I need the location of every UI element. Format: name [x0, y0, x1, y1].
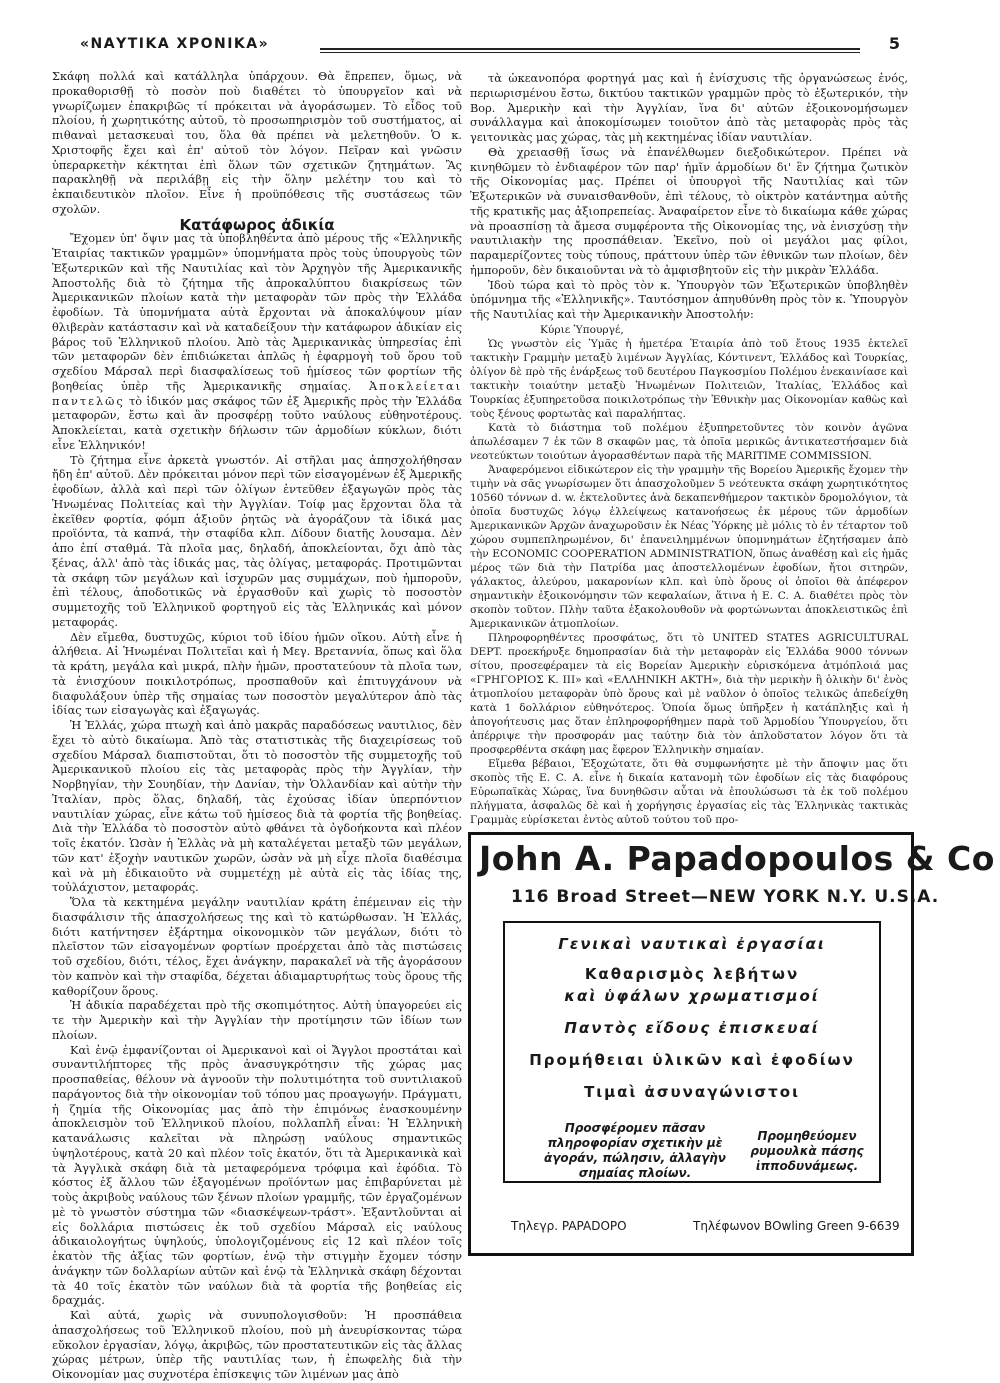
- memorandum-letter: [470, 323, 908, 827]
- ad-company-name: John A. Papadopoulos & Co: [479, 839, 995, 878]
- ad-phone: Τηλέφωνον BOwling Green 9-6639: [693, 1219, 900, 1233]
- page-number: 5: [888, 34, 900, 53]
- ad-service-line: Τιμαὶ ἀσυναγώνιστοι: [584, 1083, 800, 1101]
- advertisement: [468, 832, 995, 1256]
- article-paragraph: Ὅλα τὰ κεκτημένα μεγάλην ναυτιλίαν κράτη ἐπέμειναν εἰς τὴν διασφάλισιν τῆς ἀπασχολήσεως της καὶ τὸ κατώρθωσαν. Ἡ Ἑλλάς, διότι κατήντησεν ἐξάρτημα οἰκονομικὸν τῶν μεγάλων, διότι τὸ πλεῖστον τῶν εἰσαγομένων φορτίων προέρχεται ἀπὸ τὰς πιστώσεις τοῦ σχεδίου, διότι, τέλος, ἔχει ἀνάγκην, παρακαλεῖ νὰ τῆς ἀγοράσουν τὸν καπνὸν καὶ τὴν σταφίδα, δέχεται ἀδιαμαρτυρήτως τοὺς ὅρους τῆς καθορίζουν ὅρους.: [52, 896, 462, 998]
- publication-title: «ΝΑΥΤΙΚΑ ΧΡΟΝΙΚΑ»: [80, 36, 270, 52]
- letter-paragraph: Εἴμεθα βέβαιοι, Ἐξοχώτατε, ὅτι θὰ συμφωνήσητε μὲ τὴν ἄποψιν μας ὅτι σκοπὸς τῆς E. C. A. εἶνε ἡ δικαία κατανομὴ τῶν ἐφοδίων εἰς τὰς διαφόρους Εὐρωπαϊκὰς Χώρας, ἵνα δυνηθῶσιν αὗται νὰ ἐπουλώσωσι τὰ ἐκ τοῦ πολέμου πλήγματα, ἀσφαλῶς δὲ καὶ ἡ χορήγησις ἐργασίας εἰς τὰς Ἑλληνικὰς τακτικὰς Γραμμὰς εὑρίσκεται ἐντὸς αὐτοῦ τούτου τοῦ προ-: [470, 757, 908, 826]
- page-header: [80, 34, 900, 62]
- article-text: Ἔχομεν ὑπ' ὄψιν μας τὰ ὑποβληθέντα ἀπὸ μέρους τῆς «Ἑλληνικῆς Ἑταιρίας τακτικῶν γραμμῶν» ὑπομνήματα πρὸς τοὺς ὑπουργοὺς τῶν Ἐξωτερικῶν καὶ τῆς Ναυτιλίας καὶ τὸν Ἀρχηγὸν τῆς Ἀμερικανικῆς Ἀποστολῆς διὰ τὸ ζήτημα τῆς ἀπροκαλύπτου διακρίσεως τῶν Ἀμερικανικῶν πλοίων κατὰ τὴν μεταφορὰν τῶν πρὸς τὴν Ἑλλάδα ἐφοδίων. Τὰ ὑπομνήματα αὐτὰ ἔρχονται νὰ ἀποκαλύψουν μίαν θλιβερὰν κατάστασιν καὶ νὰ καταδείξουν τὴν κατάφωρον ἀδικίαν εἰς βάρος τοῦ Ἑλληνικοῦ πλοίου. Ἀπὸ τὰς Ἀμερικανικὰς ὑπηρεσίας ἐπὶ τῶν μεταφορῶν δὲν ἐπιδιώκεται ἁπλῶς ἡ ἐφαρμογὴ τοῦ ὅρου τοῦ σχεδίου Μάρσαλ περὶ διασφαλίσεως τοῦ ἡμίσεος τῶν φορτίων τῆς βοηθείας ὑπὲρ τῆς Ἀμερικανικῆς σημαίας.: [52, 232, 462, 393]
- article-paragraph: Ἡ Ἑλλάς, χώρα πτωχὴ καὶ ἀπὸ μακρᾶς παραδόσεως ναυτιλιος, δὲν ἔχει τὸ αὐτὸ δικαίωμα. Ἀπὸ τὰς στατιστικὰς τῆς διαχειρίσεως τοῦ σχεδίου Μάρσαλ διαπιστοῦται, ὅτι τὸ ποσοστὸν τῆς συμμετοχῆς τοῦ Ἀμερικανικοῦ πλοίου εἰς τὰς μεταφορὰς πρὸς τὴν Ἀγγλίαν, τὴν Νορβηγίαν, τὴν Σουηδίαν, τὴν Δανίαν, τὴν Ὁλλανδίαν καὶ αὐτὴν τὴν Ἰταλίαν, πρὸς ὅλας, δηλαδή, τὰς ἐχούσας ἰδίαν ὑπερπόντιον ναυτιλίαν χώρας, εἶνε κάτω τοῦ ἡμίσεος διὰ τὰ φορτία τῆς βοηθείας. Διὰ τὴν Ἑλλάδα τὸ ποσοστὸν αὐτὸ φθάνει τὰ ὀγδοήκοντα καὶ πλέον τοῖς ἑκατόν. Ὡσὰν ἡ Ἑλλὰς νὰ μὴ καταλέγεται μεταξὺ τῶν μεγάλων, τῶν κατ' ἐξοχὴν ναυτικῶν χωρῶν, ὡσὰν νὰ μὴ εἶχε πλοῖα διαθέσιμα καὶ νὰ μὴ ἐδικαιοῦτο νὰ συμμετέχῃ μὲ αὐτὰ εἰς τὰς ἰδίας της, τοὐλάχιστον, μεταφοράς.: [52, 719, 462, 895]
- article-paragraph: Καὶ αὐτά, χωρὶς νὰ συνυπολογισθοῦν: Ἡ προσπάθεια ἀπασχολήσεως τοῦ Ἑλληνικοῦ πλοίου, ποὺ μὴ ἀνευρίσκονтας τώρα εὔκολον ἐργασίαν, λόγῳ, ἀκριβῶς, τῶν προστατευτικῶν εἰς τὰς ἄλλας χώρας μέτρων, ὑπὲρ τῆς ναυτιλίας των, ἡ ἐπωφελὴς διὰ τὴν Οἰκονομίαν μας συχνοτέρα ἐπίσκεψις τῶν λιμένων μας ἀπὸ: [52, 1309, 462, 1381]
- ad-supply-text: Προμηθεύομεν ρυμουλκὰ πάσης ἱπποδυνάμεως.: [750, 1129, 864, 1173]
- intro-paragraph: Σκάφη πολλά καὶ κατάλληλα ὑπάρχουν. Θὰ ἔπρεπεν, ὅμως, νὰ προκαθορισθῇ τὸ ποσὸν ποὺ διαθέτει τὸ ὑπουργεῖον καὶ νὰ γνωρίζωμεν ἐπακριβῶς τί πρόκειται νὰ ἀγοράσωμεν. Τὸ εἶδος τοῦ πλοίου, ἡ χωρητικότης αὐτοῦ, τὸ προσωπηρισμὸν τοῦ συστήματος, αἱ πιθαναὶ μετασκευαὶ του, ὅλα θὰ πρέπει νὰ μελετηθοῦν. Ὁ κ. Χριστοφῆς ἔχει καὶ ἐπ' αὐτοῦ τὸν λόγον. Πεῖραν καὶ γνῶσιν ὑπεραρκετὴν κέκτηται ἐπὶ ὅλων τῶν σχετικῶν ζητημάτων. Ἂς παρακληθῇ νὰ περιλάβῃ εἰς τὴν ὅλην μελέτην του καὶ τὸ ἐκπαιδευτικὸν πλοῖον. Εἶνε ἡ προϋπόθεσις τῆς συστάσεως τῶν σχολῶν.: [52, 70, 462, 216]
- article-paragraph: Θὰ χρειασθῇ ἴσως νὰ ἐπανέλθωμεν διεξοδικώτερον. Πρέπει νὰ κινηθῶμεν τὸ ἐνδιαφέρον τῶν παρ' ἡμῖν ἁρμοδίων δι' ἓν ζήτημα ζωτικὸν τῆς Οἰκονομίας μας. Πρέπει οἱ ὑπουργοὶ τῆς Ναυτιλίας καὶ τῶν Ἐξωτερικῶν νὰ συναισθανθοῦν, ἐπὶ τέλους, τὸ οἰκτρὸν κατάντημα αὐτῆς τῆς κρατικῆς μας ἀξιοπρεπείας. Ἀναφαίρετον εἶνε τὸ δικαίωμα κάθε χώρας νὰ προασπίσῃ τὰ ἄμεσα συμφέροντα τῆς Οἰκονομίας της, νὰ ἐνισχύσῃ τὴν ναυτιλιακὴν της προσπάθειαν. Ἐκεῖνο, ποὺ οἱ μεγάλοι μας φίλοι, παραμερίζοντες τοὺς τύπους, πράττουν ὑπὲρ τῶν ἐθνικῶν των πλοίων, δὲν ἠμποροῦν, δὲν δικαιοῦνται νὰ τὸ ἀμφισβητοῦν εἰς τὴν μικρὰν Ἑλλάδα.: [470, 145, 908, 277]
- header-rule: [320, 48, 860, 53]
- right-column: [470, 72, 908, 827]
- article-paragraph: Ἰδοὺ τώρα καὶ τὸ πρὸς τὸν κ. Ὑπουργὸν τῶν Ἐξωτερικῶν ὑποβληθὲν ὑπόμνημα τῆς «Ἑλληνικῆς». Ταυτόσημον ἀπηυθύνθη πρὸς τὸν κ. Ὑπουργὸν τῆς Ναυτιλίας καὶ τὴν Ἀμερικανικὴν Ἀποστολήν:: [470, 278, 908, 321]
- ad-service-line: Προμήθειαι ὑλικῶν καὶ ἐφοδίων: [529, 1051, 855, 1069]
- ad-telegram: Τηλεγρ. PAPADOPO: [511, 1219, 627, 1233]
- article-paragraph: [52, 232, 462, 453]
- ad-service-line: Παντὸς εἴδους ἐπισκευαί: [564, 1019, 820, 1037]
- emphasis-text: Ἀποκλείεται παντελῶς: [52, 379, 463, 408]
- article-paragraph: Καὶ ἐνῷ ἐμφανίζονται οἱ Ἀμερικανοὶ καὶ οἱ Ἄγγλοι προστάται καὶ συναντιλήπτορες τῆς πρὸς ἀνασυγκρότησιν τῆς χώρας μας προσπαθείας, θέλουν νὰ ἀγνοοῦν τὴν πολυτιμότητα τοῦ συντιλιακοῦ παράγοντος διὰ τὴν οἰκονομίαν τοῦ τόπου μας προαγωγήν. Πράγματι, ἡ ζημία τῆς Οἰκονομίας μας ἀπὸ τὴν ἐπιμόνως ἐνασκουμένην ἀποκλεισμὸν τοῦ Ἑλληνικοῦ πλοίου, πολλαπλῆ εἶναι: Ἡ Ἑλληνικὴ κατανάλωσις καλεῖται νὰ πληρώσῃ ναύλους σημαντικῶς ὑψηλοτέρους, κατὰ 20 καὶ πλέον τοῖς ἑκατόν, ὅτι τὰ Ἀμερικανικὰ καὶ τὰ Ἀγγλικὰ σκάφη διὰ τὰ μεταφερόμενα τρόφιμα καὶ ἐφόδια. Τὸ κόστος ἐξ ἄλλου τῶν ἐξαγομένων προϊόντων μας ἐπιβαρύνεται μὲ τοὺς ἀκριβοὺς ναύλους τῶν ξένων πλοίων γραμμῆς, τῶν ἐργαζομένων μὲ τὸ γνωστὸν σύστημα τῶν «διασκέψεων-τράστ». Ἐξαντλοῦνται αἱ εἰς δολλάρια πιστώσεις ἐκ τοῦ σχεδίου Μάρσαλ εἰς ναύλους ἀδικαιολογήτως ὑψηλούς, ὑπολογιζομένους εἰς 12 καὶ πλέον τοῖς ἑκατὸν τῆς ἀξίας τῶν φορτίων, ἐνῷ τὴν στιγμὴν ἔχομεν τόσην ἀνάγκην τῶν δολλαρίων αὐτῶν καὶ ἐνῷ τὰ Ἑλληνικὰ σκάφη δέχονται τὰ 40 τοῖς ἑκατὸν τῶν ναύλων διὰ τὰ φορτία τῆς βοηθείας εἰς δραχμάς.: [52, 1043, 462, 1308]
- left-column: [52, 70, 462, 1383]
- letter-paragraph: Πληροφορηθέντες προσφάτως, ὅτι τὸ UNITED STATES AGRICULTURAL DEPT. προεκήρυξε δημοπρασίαν διὰ τὴν μεταφορὰν εἰς Ἑλλάδα 9000 τόννων σίτου, προσεφέραμεν τὰ εἰς Βορείαν Ἀμερικὴν εὑρισκόμενα ἀτμόπλοιά μας «ΓΡΗΓΟΡΙΟΣ Κ. ΙΙΙ» καὶ «ΕΛΛΗΝΙΚΗ ΑΚΤΗ», διὰ τὴν μερικὴν ἢ ὁλικὴν δι' ἑνὸς ἀτμοπλοίου μεταφορὰν ὑπὸ ὅρους καὶ μὲ ναῦλον ὁ ὁποῖος τελικῶς ἀπεδείχθη κατὰ 1 δολλάριον εὐθηνότερος. Ὁποία ὅμως ὑπῆρξεν ἡ κατάπληξις καὶ ἡ ἀπογοήτευσις μας ὅταν ἐπληροφορήθημεν παρὰ τοῦ Ἁρμοδίου Ὑπουργείου, ὅτι ἀπέρριψε τὴν προσφοράν μας ταύτην διὰ τὸν ἁπλοῦστατον λόγον ὅτι τὰ προσφερθέντα σκάφη μας ἔφερον Ἑλληνικὴν σημαίαν.: [470, 631, 908, 756]
- ad-services-box: [503, 921, 881, 1183]
- article-paragraph: Τὸ ζήτημα εἶνε ἀρκετὰ γνωστόν. Αἱ στῆλαι μας ἀπησχολήθησαν ἤδη ἐπ' αὐτοῦ. Δὲν πρόκειται μόνον περὶ τῶν εἰσαγομένων ἐξ Ἀμερικῆς ἐφοδίων, ἀλλὰ καὶ περὶ τῶν ὀλίγων ἐντεῦθεν ἐξαγωγῶν πρὸς τὰς Ἡνωμένας Πολιτείας καὶ τὴν Ἀγγλίαν. Τοίφ μας ἔρχονται ὅλα τὰ ἐκεῖθεν φορτία, φόμπ ἀξιοῦν ῥητῶς νὰ ἀγοράζουν τὰ ἰδικά μας προϊόντα, τὰ καπνά, τὴν σταφίδα κλπ. Δίδουν διατῆς λουσαμα. Δὲν ἀπο ἐπί σταθμά. Τὰ πλοῖα μας, δηλαδή, ἀποκλείονται, ὄχι ἀπὸ τὰς ξένας, ἀλλ' ἀπὸ τὰς ἰδικάς μας, τὰς ὀλίγας, μεταφοράς. Προτιμῶνται τὰ σκάφη τῶν μεγάλων καὶ ἰσχυρῶν μας συμμάχων, ποὺ ἠμποροῦν, ἐπὶ τέλους, ἀποδοτικῶς νὰ ἐργασθοῦν καὶ χωρὶς τὸ ποσοστὸν συμμετοχῆς τοῦ Ἑλληνικοῦ φορτηγοῦ εἰς τὰς Ἑλληνικάς καὶ μόνον μεταφοράς.: [52, 453, 462, 629]
- article-paragraph: τὰ ὠκεανοπόρα φορτηγά μας καὶ ἡ ἐνίσχυσις τῆς ὀργανώσεως ἐνός, περιωρισμένου ἔστω, δικτύου τακτικῶν γραμμῶν πρὸς τὸ ἐξωτερικόν, τὴν Βορ. Ἀμερικὴν καὶ τὴν Ἀγγλίαν, ἵνα δι' αὐτῶν ἐξοικονομήσωμεν συνάλλαγμα καὶ ἀποκομίσωμεν τοιοῦτον ἀπὸ τὰς μεταφορὰς πρὸς τὰς γειτονικὰς μας χώρας, τὰς μὴ κεκτημένας ἰδίαν ναυτιλίαν.: [470, 72, 908, 144]
- article-text: τὸ ἰδικόν μας σκάφος τῶν ἐξ Ἀμερικῆς πρὸς τὴν Ἑλλάδα μεταφορῶν, ἔστω καὶ ἂν προσφέρῃ τοῦτο ναύλους εὐθηνοτέρους. Ἀποκλείεται, κατὰ σχετικὴν δήλωσιν τῶν ἁρμοδίων κύκλων, διότι εἶνε Ἑλληνικόν!: [52, 394, 462, 452]
- ad-offer-text: Προσφέρομεν πᾶσαν πληροφορίαν σχετικὴν μὲ ἀγοράν, πώλησιν, ἀλλαγὴν σημαίας πλοίων.: [544, 1121, 726, 1180]
- ad-service-line: Γενικαὶ ναυτικαὶ ἐργασίαι: [558, 935, 826, 953]
- letter-paragraph: Κατὰ τὸ διάστημα τοῦ πολέμου ἐξυπηρετοῦντες τὸν κοινὸν ἀγῶνα ἀπωλέσαμεν 7 ἐκ τῶν 8 σκαφῶν μας, τὰ ὁποῖα μερικῶς ἀντικατεστήσαμεν διὰ νεοτεύκτων τοιούτων ἀγορασθέντων παρὰ τῆς MARITIME COMMISSION.: [470, 421, 908, 462]
- article-paragraph: Δὲν εἴμεθα, δυστυχῶς, κύριοι τοῦ ἰδίου ἡμῶν οἴκου. Αὐτὴ εἶνε ἡ ἀλήθεια. Αἱ Ἡνωμέναι Πολιτεῖαι καὶ ἡ Μεγ. Βρεταννία, ὅπως καὶ ὅλα τὰ κράτη, μεγάλα καὶ μικρά, πλὴν ἡμῶν, προστατεύουν τὰ πλοῖα των, τὰ ἐνισχύουν ποικιλοτρόπως, προσπαθοῦν καὶ ἐπιτυγχάνουν νὰ διαφυλάξουν ὑπὲρ τῆς σημαίας των ποσοστὸν μεγαλύτερον ἀπὸ τὰς ἰδίας των εἰσαγωγὰς καὶ ἐξαγωγάς.: [52, 630, 462, 718]
- article-heading: Κατάφωρος ἀδικία: [179, 215, 335, 234]
- ad-address: 116 Broad Street—NEW YORK N.Y. U.S.A.: [511, 887, 940, 907]
- article-paragraph: Ἡ ἀδικία παραδέχεται πρὸ τῆς σκοπιμότητος. Αὐτὴ ὑπαγορεύει εἰς τε τὴν Ἀμερικὴν καὶ τὴν Ἀγγλίαν τὴν προτίμησιν τῶν ἰδίων των πλοίων.: [52, 999, 462, 1042]
- letter-paragraph: Ὡς γνωστὸν εἰς Ὑμᾶς ἡ ἡμετέρα Ἑταιρία ἀπὸ τοῦ ἔτους 1935 ἐκτελεῖ τακτικὴν Γραμμὴν μεταξὺ λιμένων Ἀγγλίας, Κόντινεντ, Ἑλλάδος καὶ Τουρκίας, ὀλίγον δὲ πρὸ τῆς ἐνάρξεως τοῦ δευτέρου Παγκοσμίου Πολέμου ἐνεκαινίασε καὶ τακτικὴν τοιαύτην μεταξὺ Ἡνωμένων Πολιτειῶν, Ἰταλίας, Ἑλλάδος καὶ Τουρκίας ἐξυπηρετοῦσα ποικιλοτρόπως τὴν Ἐθνικὴν μας Οἰκονομίαν καθὼς καὶ τοὺς ξένους φορτωτὰς καὶ παραλήπτας.: [470, 337, 908, 420]
- letter-paragraph: Ἀναφερόμενοι εἰδικώτερον εἰς τὴν γραμμὴν τῆς Βορείου Ἀμερικῆς ἔχομεν τὴν τιμὴν νὰ σᾶς γνωρίσωμεν ὅτι ἀπασχολοῦμεν 5 νεότευκτα σκάφη χωρητικότητος 10560 τόννων d. w. ἐκτελοῦντες ἀνὰ δεκαπενθήμερον τακτικὸν δρομολόγιον, τὰ ὁποῖα δυστυχῶς λόγῳ ἐλλείψεως κατανοήσεως ἐκ μέρους τῶν ἁρμοδίων Ἀμερικανικῶν Ἀρχῶν ἀναχωροῦσιν ἐκ Νέας Ὑόρκης μὲ μόλις τὸ ἐν τέταρτον τοῦ χώρου συμπεπληρωμένον, δι' ἐπανειλημμένων ὑπομνημάτων ἐζητήσαμεν ἀπὸ τὴν ECONOMIC COOPERATION ADMINISTRATION, ὅπως ἀναθέσῃ καὶ εἰς ἡμᾶς μέρος τῶν διὰ τὴν Πατρίδα μας ἀποστελλομένων ἐφοδίων, ἤτοι σιτηρῶν, γάλακτος, ἀλεύρου, μακαρονίων κλπ. καὶ ὑπὸ ὅρους οἱ ὁποῖοι θὰ ἀπέφερον σημαντικὴν ἐξοικονόμησιν τῶν κεφαλαίων, ἅτινα ἡ E. C. A. διαθέτει πρὸς τὸν σκοπὸν τοῦτον. Πλὴν ταῦτα ἐξακολουθοῦν νὰ φορτώνωνται ἀποκλειστικῶς ἐπὶ Ἀμερικανικῶν ἀτμοπλοίων.: [470, 463, 908, 630]
- letter-salutation: Κύριε Ὑπουργέ,: [540, 323, 624, 336]
- ad-service-line: Καθαρισμὸς λεβήτων: [584, 965, 800, 983]
- ad-service-line: καὶ ὑφάλων χρωματισμοί: [564, 987, 820, 1005]
